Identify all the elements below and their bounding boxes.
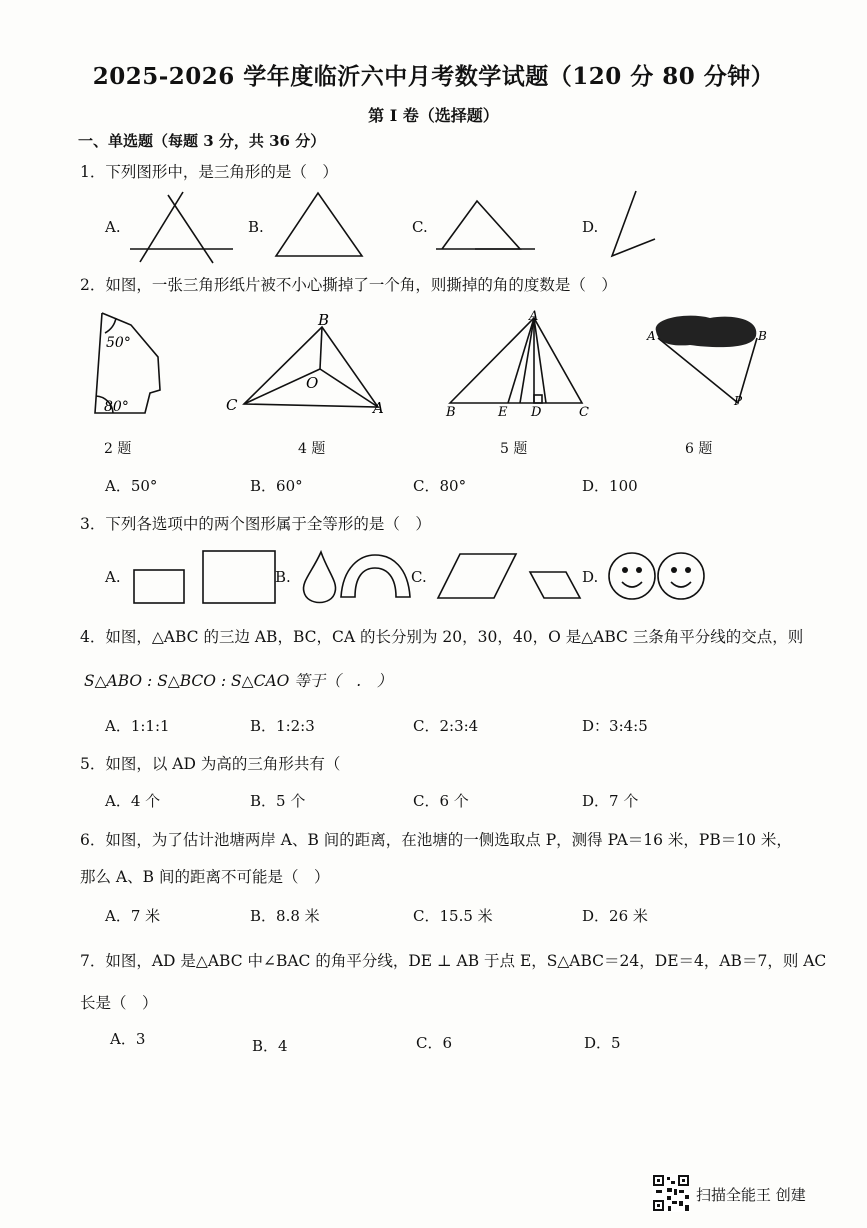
qr-code-icon [652,1174,690,1212]
caption-fig-2: 2 题 [104,441,132,457]
svg-text:E: E [498,405,508,420]
q6-option-c: C．15.5 米 [413,907,493,925]
part-title: 第 I 卷（选择题） [368,106,499,125]
question-6-line-1: 6．如图，为了估计池塘两岸 A、B 间的距离，在池塘的一侧选取点 P，测得 PA＝16 米，PB＝10 米， [80,831,792,849]
q1-option-c: C. [412,218,428,236]
section-heading: 一、单选题（每题 3 分，共 36 分） [78,132,326,150]
question-3: 3．下列各选项中的两个图形属于全等形的是（ ） [80,515,431,533]
q5-option-c: C．6 个 [413,792,469,810]
caption-fig-4: 4 题 [298,441,326,457]
svg-text:A: A [373,399,384,417]
svg-text:C: C [226,396,238,414]
q3-option-b: B. [275,568,291,586]
question-5: 5．如图，以 AD 为高的三角形共有（ [80,755,341,773]
scanner-watermark: 扫描全能王 创建 [696,1186,806,1204]
q1-option-a: A. [105,218,121,236]
question-6-line-2: 那么 A、B 间的距离不可能是（ ） [80,868,330,886]
q6-option-b: B．8.8 米 [250,907,320,925]
question-4-line-1: 4．如图，△ABC 的三边 AB，BC，CA 的长分别为 20，30，40，O 是△ABC 三条角平分线的交点，则 [80,628,804,646]
svg-text:O: O [306,374,319,392]
svg-text:B: B [318,311,330,329]
svg-text:A: A [647,329,656,343]
exam-title: 2025-2026 学年度临沂六中月考数学试题（120 分 80 分钟） [92,63,775,90]
q3-option-d: D. [582,568,599,586]
q1-option-b: B. [248,218,264,236]
q7-option-c: C．6 [416,1034,453,1052]
q7-option-d: D．5 [584,1034,621,1052]
q5-option-d: D．7 个 [582,792,639,810]
q3-option-c: C. [411,568,427,586]
svg-text:80°: 80° [104,399,129,415]
svg-text:B: B [446,405,456,420]
question-2: 2．如图，一张三角形纸片被不小心撕掉了一个角，则撕掉的角的度数是（ ） [80,276,617,294]
q7-option-a: A．3 [110,1030,146,1048]
q4-option-c: C．2:3:4 [413,717,479,735]
q6-option-d: D．26 米 [582,907,648,925]
question-7-line-2: 长是（ ） [80,994,158,1012]
q2-option-b: B．60° [250,477,303,495]
q4-option-b: B．1:2:3 [250,717,315,735]
svg-text:B: B [758,329,767,343]
svg-text:A: A [529,309,539,324]
question-1: 1．下列图形中，是三角形的是（ ） [80,163,338,181]
q2-option-a: A．50° [105,477,158,495]
q5-option-a: A．4 个 [105,792,161,810]
q5-option-b: B．5 个 [250,792,306,810]
q4-option-a: A．1:1:1 [105,717,170,735]
svg-text:C: C [579,405,589,420]
q1-option-d: D. [582,218,599,236]
q7-option-b: B．4 [252,1037,288,1055]
question-7-line-1: 7．如图，AD 是△ABC 中∠BAC 的角平分线，DE ⊥ AB 于点 E，S△ABC＝24，DE＝4，AB＝7，则 AC [80,952,827,970]
svg-text:P: P [734,394,743,408]
q6-option-a: A．7 米 [105,907,161,925]
question-4-line-2: S△ABO : S△BCO : S△CAO 等于（ . ） [84,672,393,690]
q2-option-c: C．80° [413,477,467,495]
caption-fig-5: 5 题 [500,441,528,457]
q3-option-a: A. [105,568,121,586]
svg-text:50°: 50° [106,335,131,351]
caption-fig-6: 6 题 [685,441,713,457]
svg-text:D: D [531,405,542,420]
q4-option-d: D：3:4:5 [582,717,648,735]
q2-option-d: D．100 [582,477,638,495]
